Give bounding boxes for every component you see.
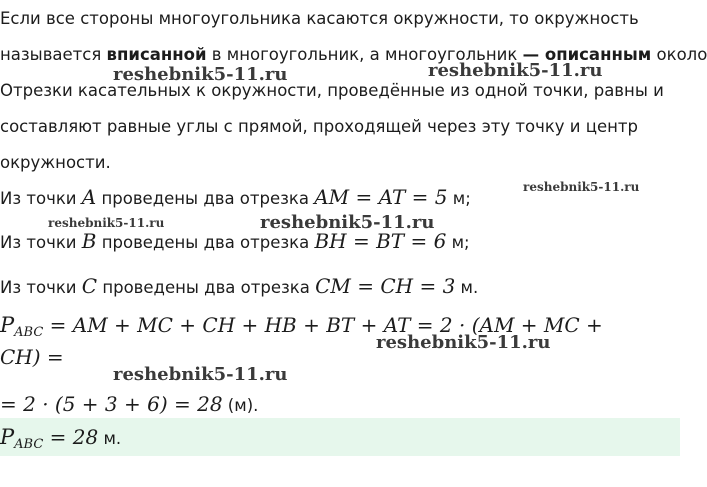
formula-rhs-1: = AM + MC + CH + HB + BT + AT = 2 · (AM + MC + [43,313,603,337]
watermark: reshebnik5-11.ru [260,212,435,233]
paragraph-line-5: окружности. [0,153,111,172]
text-segment: в многоугольник, а многоугольник [206,45,523,64]
unit: м. [455,278,479,297]
unit: м; [447,189,471,208]
text-segment: проведены два отрезка [97,278,316,297]
perimeter-subscript: ABC [14,325,44,340]
watermark: reshebnik5-11.ru [523,180,640,194]
watermark: reshebnik5-11.ru [113,364,288,385]
unit: (м). [222,396,259,415]
answer-subscript: ABC [14,437,44,452]
text-segment: проведены два отрезка [96,233,315,252]
answer-box [0,418,680,456]
point-a-line [0,186,471,210]
equation-a: AM = AT = 5 [314,185,448,209]
var-b: B [81,229,97,253]
perimeter-symbol: P [0,313,15,337]
text-segment: проведены два отрезка [96,189,315,208]
paragraph-line-4: составляют равные углы с прямой, проходящей через эту точку и центр [0,117,639,136]
point-c-line [0,275,478,299]
text-segment: Из точки [0,278,82,297]
text-segment: называется [0,45,107,64]
answer-line [0,424,121,458]
formula-line-2 [0,344,64,372]
answer-unit: м. [98,429,122,448]
answer-equation: = 28 [43,425,99,449]
unit: м; [446,233,470,252]
watermark: reshebnik5-11.ru [48,216,165,230]
text-segment: Из точки [0,233,82,252]
var-c: C [81,274,98,298]
formula-line-3 [0,391,258,419]
answer-perimeter-symbol: P [0,425,15,449]
text-segment: около [651,45,707,64]
equation-c: CM = CH = 3 [315,274,456,298]
text-segment: Из точки [0,189,82,208]
paragraph-line-3: Отрезки касательных к окружности, проведённые из одной точки, равны и [0,81,664,100]
watermark: reshebnik5-11.ru [376,332,551,353]
paragraph-line-1: Если все стороны многоугольника касаются окружности, то окружность [0,9,639,28]
var-a: A [81,185,97,209]
watermark: reshebnik5-11.ru [113,64,288,85]
term-inscribed: вписанной [106,45,207,64]
formula-rhs-3: = 2 · (5 + 3 + 6) = 28 [0,392,223,416]
point-b-line [0,230,470,254]
watermark: reshebnik5-11.ru [428,60,603,81]
formula-rhs-2: CH) = [0,345,64,369]
equation-b: BH = BT = 6 [314,229,447,253]
term-circumscribed: — описанным [522,45,652,64]
